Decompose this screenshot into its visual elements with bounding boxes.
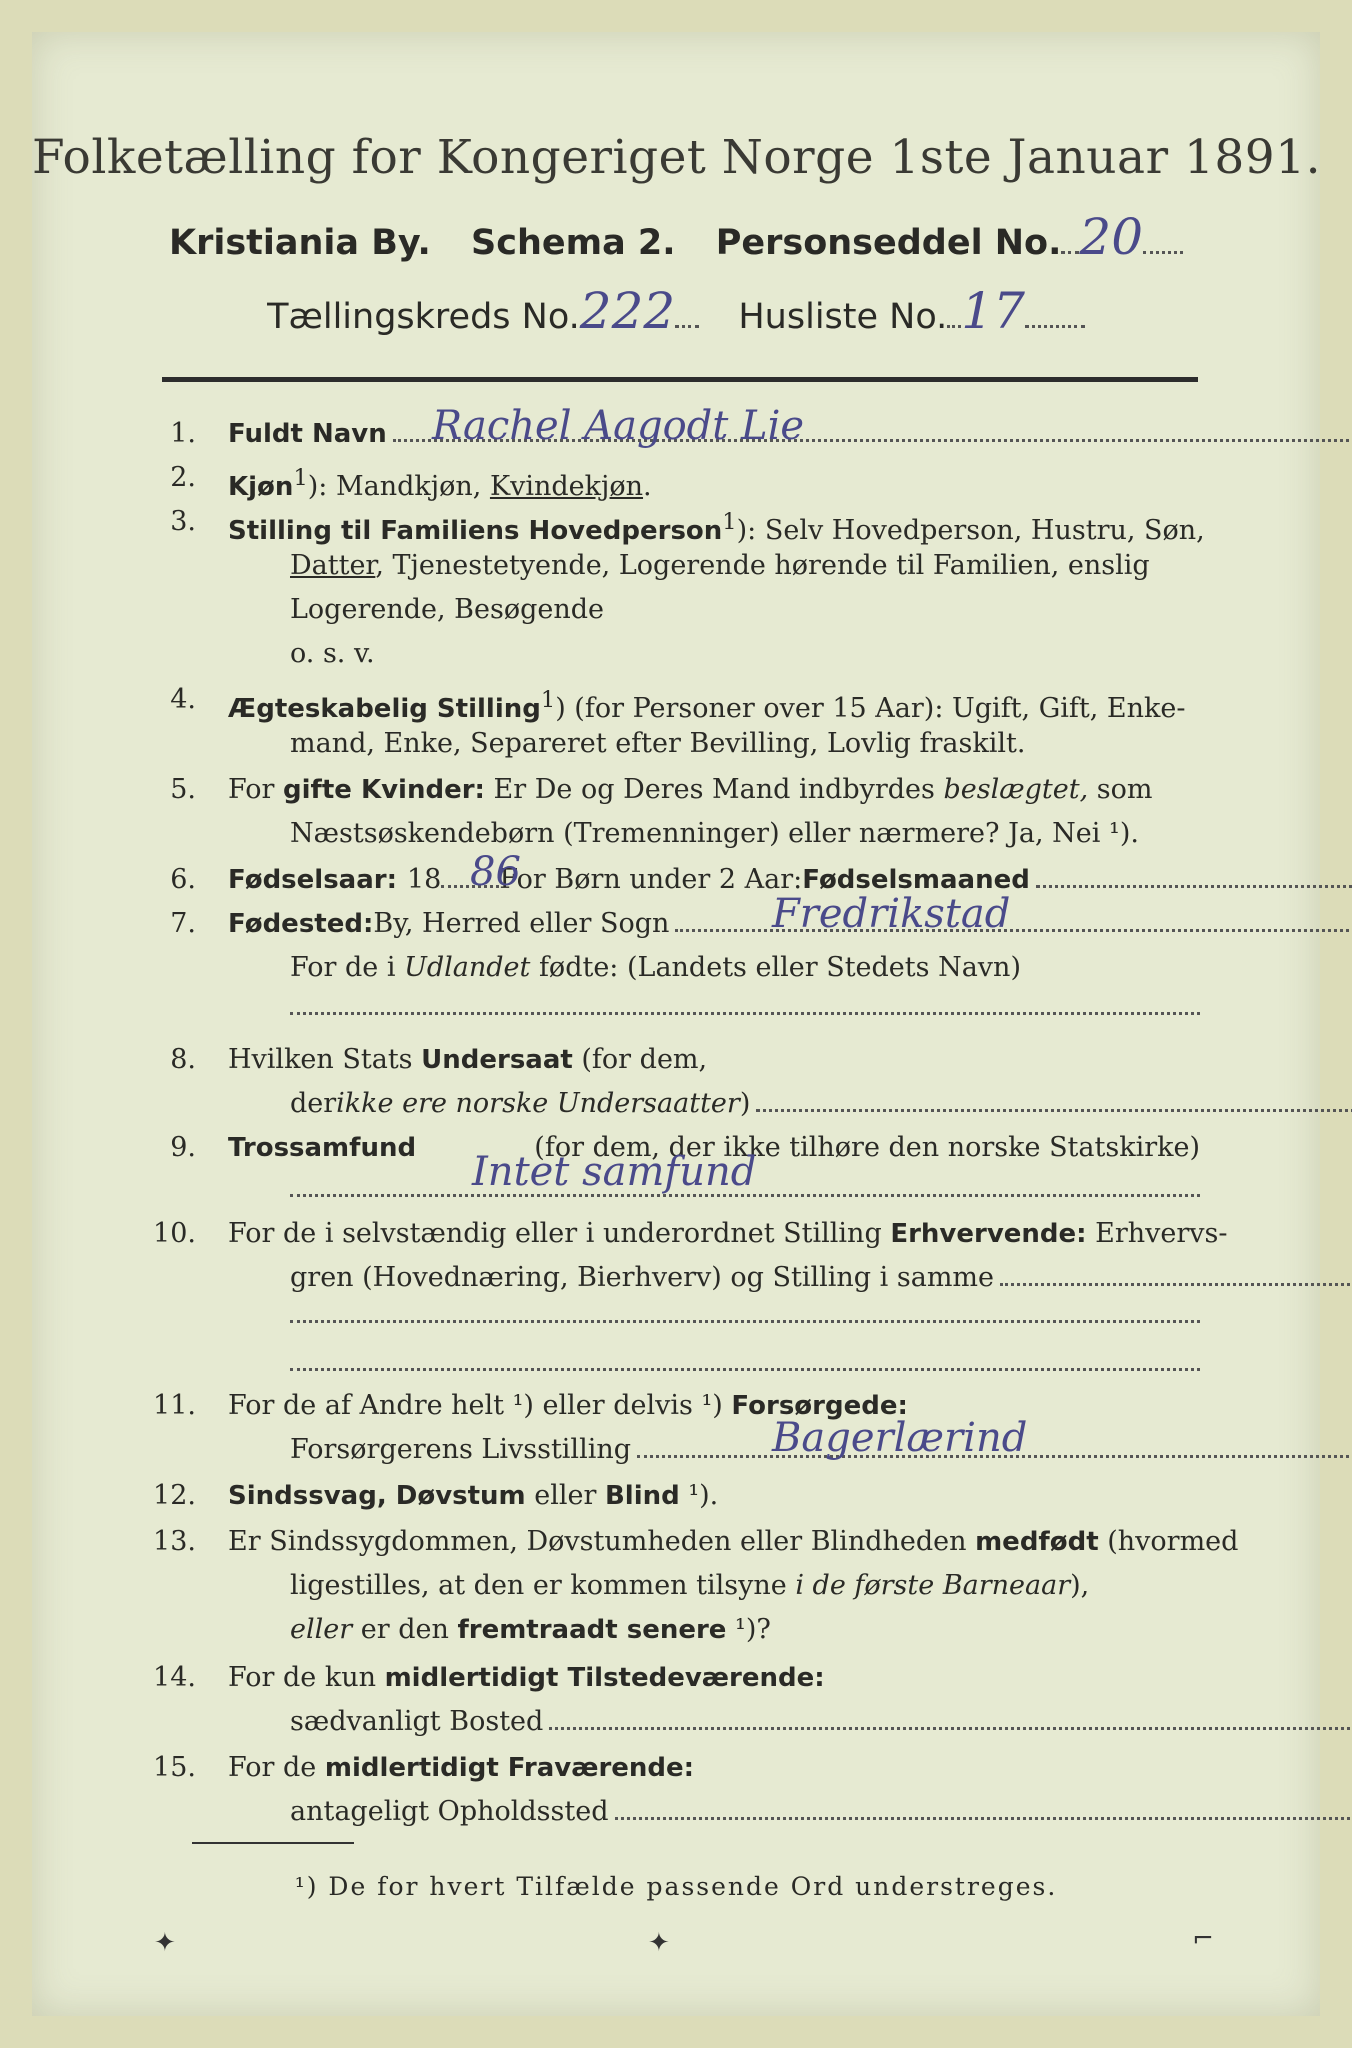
personseddel-number: 20	[1079, 208, 1144, 266]
item-text: i de første Barneaar	[795, 1570, 1071, 1601]
item-label: Ægteskabelig Stilling	[228, 694, 541, 724]
item-text: For de i selvstændig eller i underordnet Stilling	[228, 1218, 891, 1249]
item-number: 12.	[153, 1480, 196, 1511]
blank-line	[290, 1366, 1200, 1371]
footnote-rule	[192, 1842, 354, 1844]
taellingskreds-label: Tællingskreds No.	[267, 297, 580, 337]
item-citizenship-2	[32, 1082, 1320, 1126]
item-temporary-absent-2	[32, 1790, 1320, 1834]
item-text: For de i	[290, 952, 405, 983]
item-text: For	[228, 774, 284, 805]
item-marital-status	[32, 678, 1320, 722]
form-title: Folketælling for Kongeriget Norge 1ste Januar 1891.	[32, 130, 1322, 185]
item-number: 15.	[153, 1752, 196, 1783]
item-birth-year	[32, 849, 1320, 902]
item-number: 1.	[170, 418, 196, 449]
item-text: Er Sindssygdommen, Døvstumheden eller Blindheden	[228, 1526, 976, 1557]
item-citizenship	[32, 1038, 1320, 1082]
item-text: der	[290, 1088, 337, 1119]
header-rule	[162, 377, 1198, 382]
item-gender	[32, 456, 1320, 500]
schema-label: Schema 2.	[471, 223, 676, 263]
item-supported-2	[32, 1415, 1320, 1472]
selected-option: Datter	[290, 550, 376, 581]
item-text: By, Herred eller Sogn	[373, 908, 670, 939]
item-married-women	[32, 768, 1320, 812]
item-text: ligestilles, at den er kommen tilsyne	[290, 1570, 796, 1601]
item-label: medfødt	[975, 1527, 1099, 1557]
item-text: Hvilken Stats	[228, 1044, 422, 1075]
answer-provider-occupation: Bagerlærind	[772, 1415, 1028, 1461]
item-label: Blind	[604, 1481, 680, 1511]
item-family-position	[32, 500, 1320, 544]
item-label: Forsørgede:	[731, 1391, 908, 1421]
item-occupation-2	[32, 1256, 1320, 1300]
item-label: gifte Kvinder:	[283, 775, 485, 805]
item-text: Udlandet	[404, 952, 531, 983]
item-birthplace	[32, 891, 1320, 946]
item-full-name	[32, 403, 1320, 456]
item-birthplace-2	[32, 946, 1320, 990]
footnote-ref: 1	[293, 465, 308, 491]
item-text: , Tjenestetyende, Logerende hørende til Familien, enslig	[375, 550, 1150, 581]
item-label: fremtraadt senere	[457, 1615, 727, 1645]
corner-mark-icon: ✦	[154, 1928, 176, 1958]
item-text: sædvanligt Bosted	[290, 1706, 544, 1737]
item-number: 13.	[153, 1526, 196, 1557]
item-number: 5.	[170, 774, 196, 805]
husliste-label: Husliste No.	[738, 297, 948, 337]
selected-option: Kvindekjøn	[489, 471, 644, 502]
item-text: gren (Hovednæring, Bierhverv) og Stilling i samme	[290, 1262, 995, 1293]
item-text: For de kun	[228, 1662, 385, 1693]
item-text: beslægtet,	[943, 774, 1089, 805]
city-label: Kristiania By.	[168, 223, 431, 263]
item-label: midlertidigt Fraværende:	[324, 1753, 695, 1783]
footnote-ref: 1	[540, 687, 556, 713]
item-text: ¹)?	[726, 1614, 771, 1645]
personseddel-label: Personseddel No.	[715, 223, 1062, 263]
blank-line	[290, 1010, 1200, 1015]
item-label: Fødested:	[228, 909, 374, 939]
husliste-number: 17	[961, 282, 1025, 340]
item-congenital-2	[32, 1564, 1320, 1608]
footnote-ref: 1	[722, 509, 737, 535]
item-text: er den	[352, 1614, 458, 1645]
item-text: (hvormed	[1098, 1526, 1239, 1557]
item-occupation	[32, 1212, 1320, 1256]
item-congenital-3	[32, 1608, 1320, 1652]
item-number: 9.	[170, 1132, 196, 1163]
item-label: midlertidigt Tilstedeværende:	[384, 1663, 825, 1693]
answer-full-name: Rachel Aagodt Lie	[432, 403, 805, 449]
item-number: 6.	[170, 864, 196, 895]
item-family-position-3	[32, 588, 1320, 632]
item-number: 2.	[170, 462, 196, 493]
footnote: ¹) De for hvert Tilfælde passende Ord understreges.	[294, 1872, 1058, 1901]
item-label: Kjøn	[228, 472, 294, 502]
item-text: Næstsøskendebørn (Tremenninger) eller nærmere? Ja, Nei ¹).	[290, 818, 1139, 849]
item-text: Erhvervs-	[1086, 1218, 1228, 1249]
taellingskreds-number: 222	[579, 282, 676, 340]
item-label: Sindssvag, Døvstum	[228, 1481, 526, 1511]
item-text: Logerende, Besøgende	[290, 594, 604, 625]
item-text: For de af Andre helt ¹) eller delvis ¹)	[228, 1390, 732, 1421]
item-label: Trossamfund	[228, 1133, 417, 1163]
item-label: Erhvervende:	[890, 1219, 1087, 1249]
item-congenital	[32, 1520, 1320, 1564]
item-label: Stilling til Familiens Hovedperson	[228, 516, 723, 546]
item-text: 18	[407, 864, 442, 895]
answer-birthplace: Fredrikstad	[772, 891, 1011, 937]
item-family-position-2	[32, 544, 1320, 588]
item-text: ¹).	[679, 1480, 719, 1511]
item-text: antageligt Opholdssted	[290, 1796, 609, 1827]
item-married-women-2	[32, 812, 1320, 856]
item-text: ) (for Personer over 15 Aar): Ugift, Gift, Enke-	[555, 693, 1186, 724]
form-district-line	[32, 282, 1320, 340]
answer-religion: Intet samfund	[472, 1149, 757, 1195]
item-temporary-present	[32, 1656, 1320, 1700]
item-label: Fødselsaar:	[228, 865, 397, 895]
form-subtitle	[32, 208, 1320, 266]
item-text: )	[739, 1088, 751, 1119]
answer-birth-year: 86	[470, 849, 521, 895]
item-marital-status-2	[32, 722, 1320, 766]
item-text: Forsørgerens Livsstilling	[290, 1434, 632, 1465]
item-text: som	[1088, 774, 1153, 805]
item-text: ikke ere norske Undersaatter	[336, 1088, 740, 1119]
item-text: (for dem, der ikke tilhøre den norske Statskirke)	[534, 1132, 1200, 1163]
item-text: o. s. v.	[290, 638, 375, 669]
item-text: fødte: (Landets eller Stedets Navn)	[530, 952, 1021, 983]
blank-line	[290, 1318, 1200, 1323]
item-text: eller	[290, 1614, 353, 1645]
item-number: 11.	[153, 1390, 196, 1421]
item-text: ): Selv Hovedperson, Hustru, Søn,	[736, 515, 1205, 546]
item-temporary-absent	[32, 1746, 1320, 1790]
item-label: Fødselsmaaned	[802, 865, 1030, 895]
item-text: eller	[525, 1480, 605, 1511]
item-text: .	[643, 471, 652, 502]
item-text: ): Mandkjøn,	[307, 471, 490, 502]
item-number: 7.	[170, 908, 196, 939]
item-text: Er De og Deres Mand indbyrdes	[484, 774, 944, 805]
item-text: For de	[228, 1752, 325, 1783]
item-label: Undersaat	[421, 1045, 573, 1075]
item-disability	[32, 1474, 1320, 1518]
item-temporary-present-2	[32, 1700, 1320, 1744]
item-text: For Børn under 2 Aar:	[499, 864, 803, 895]
item-family-position-4	[32, 632, 1320, 676]
corner-mark-icon: ⌐	[1192, 1924, 1214, 1954]
item-number: 3.	[170, 506, 196, 537]
item-text: mand, Enke, Separeret efter Bevilling, Lovlig fraskilt.	[290, 728, 1026, 759]
census-form	[32, 32, 1320, 2016]
item-label: Fuldt Navn	[228, 419, 387, 449]
item-text: ),	[1070, 1570, 1090, 1601]
item-number: 4.	[170, 684, 196, 715]
item-number: 10.	[153, 1218, 196, 1249]
item-number: 14.	[153, 1662, 196, 1693]
center-mark-icon: ✦	[648, 1928, 670, 1958]
item-supported	[32, 1384, 1320, 1428]
item-number: 8.	[170, 1044, 196, 1075]
item-text: (for dem,	[572, 1044, 708, 1075]
